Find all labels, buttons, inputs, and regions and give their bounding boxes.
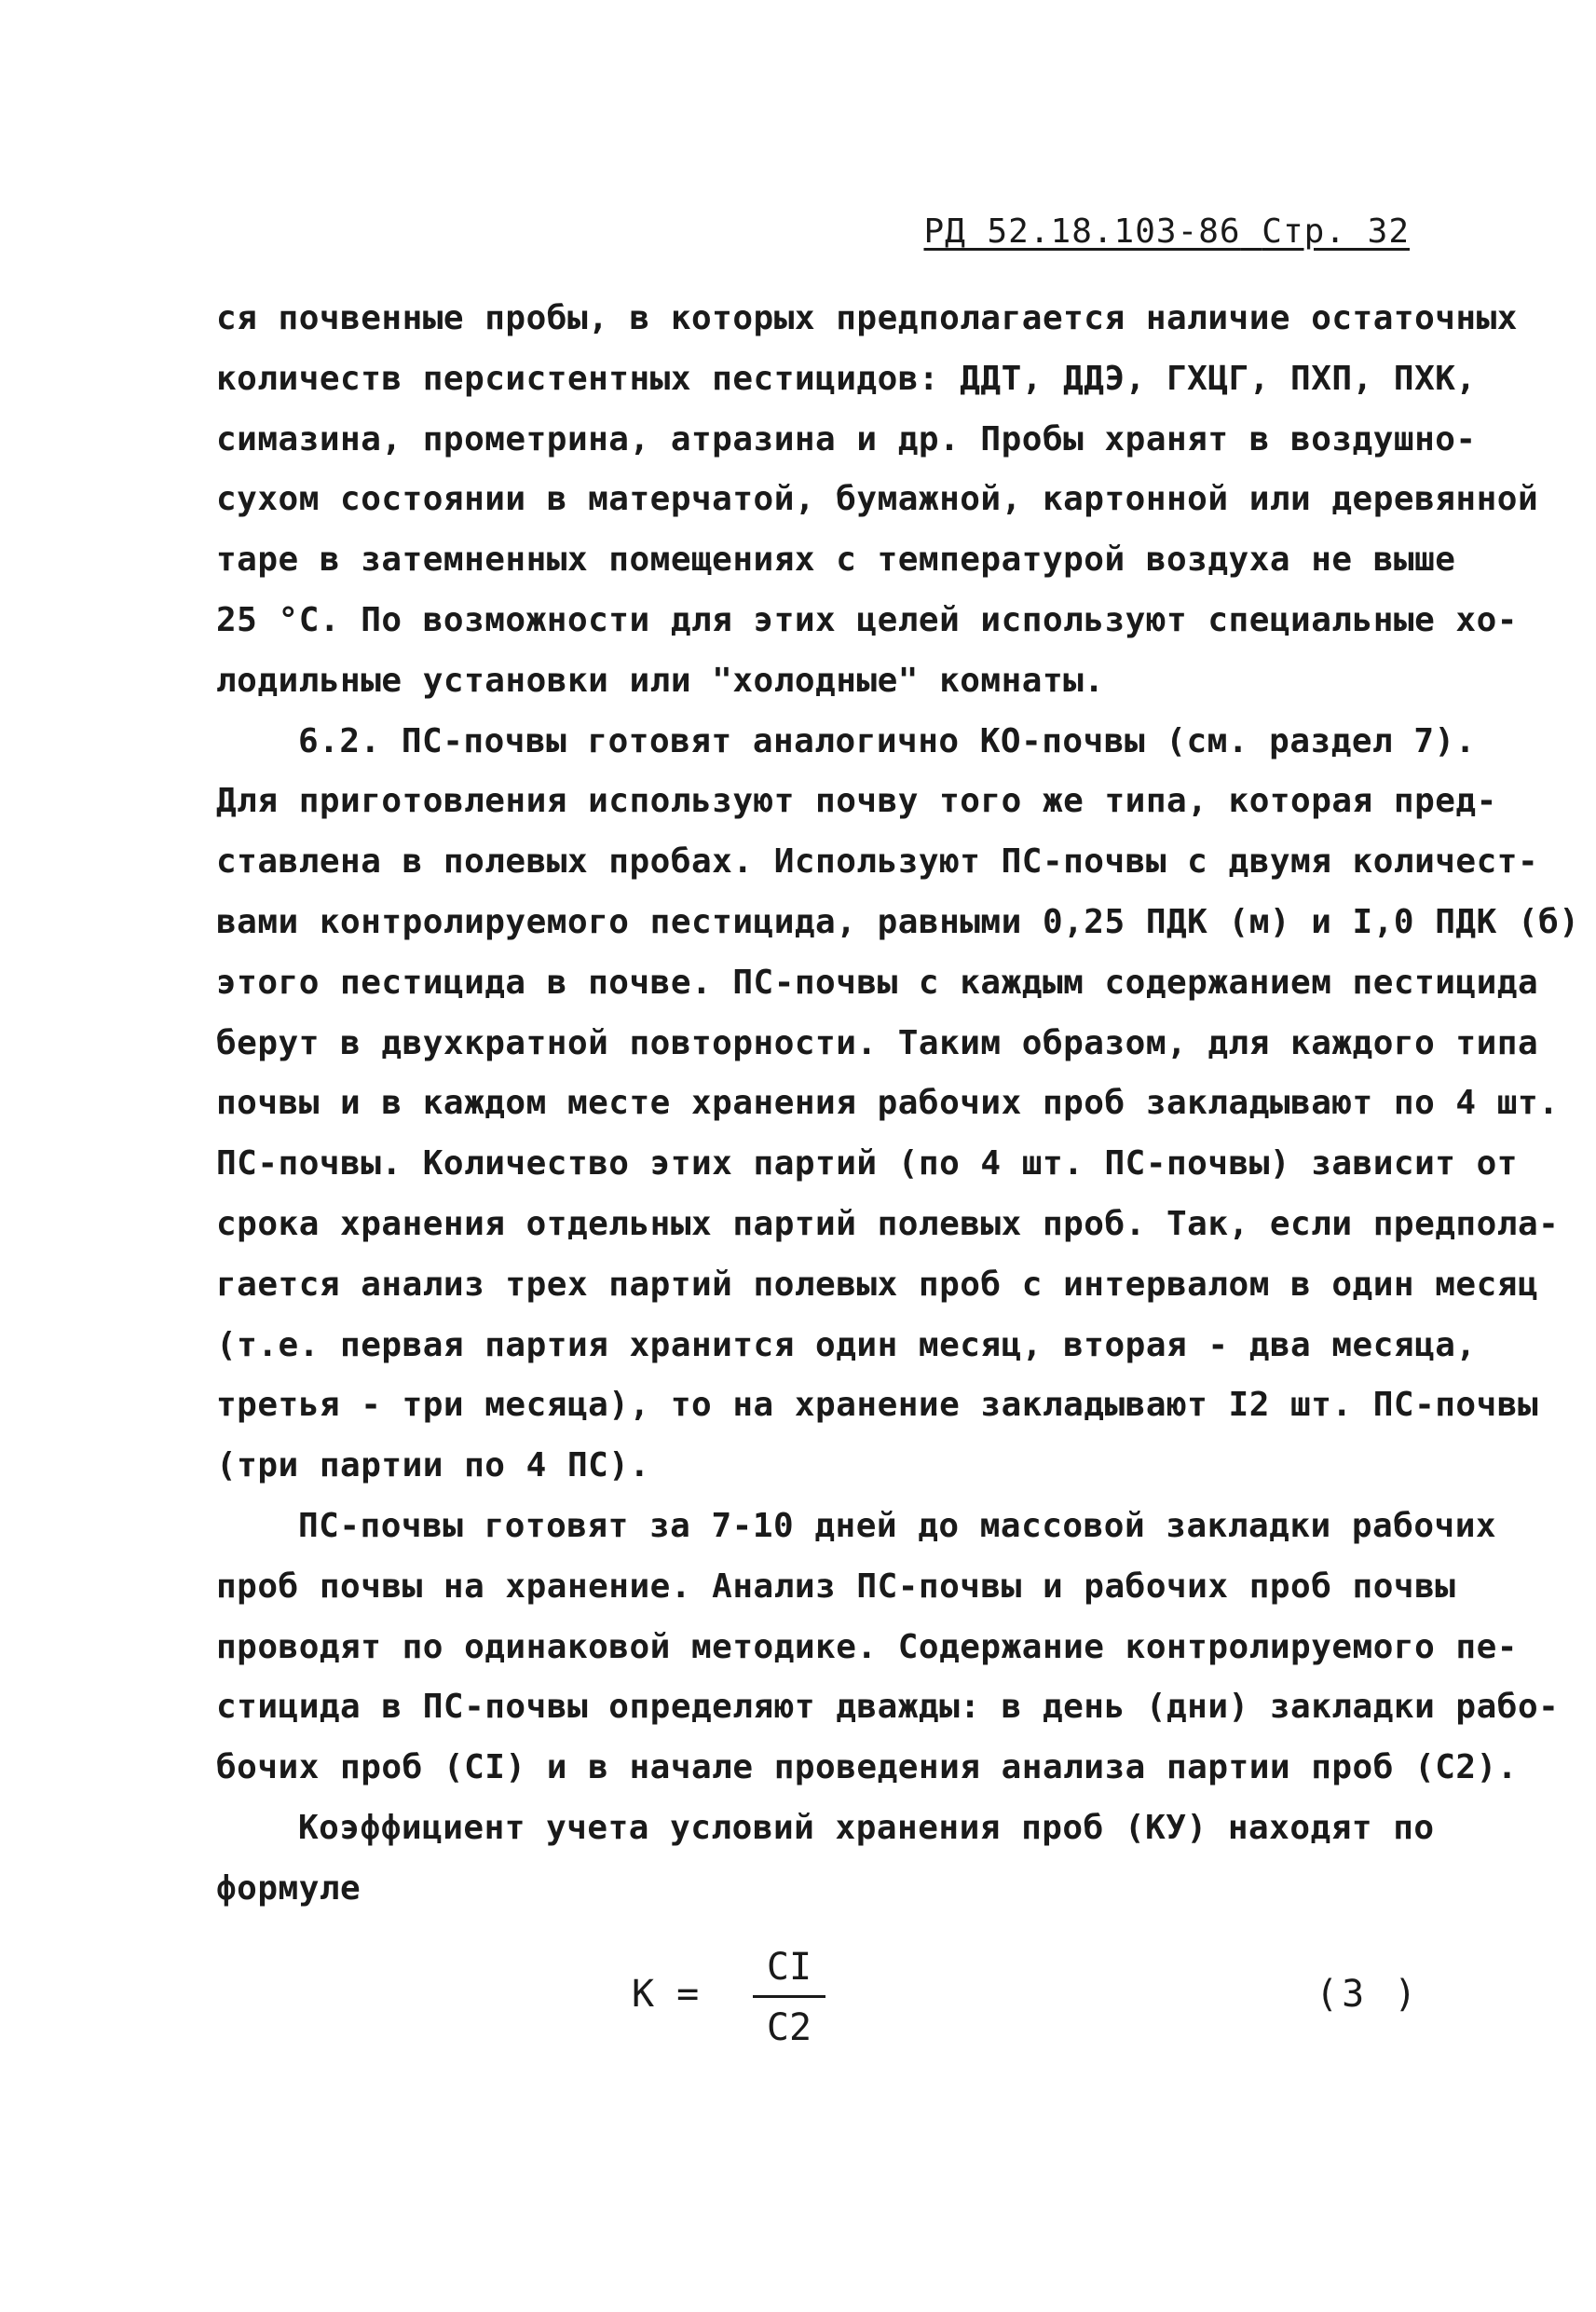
page-number: Стр. 32 [1262, 212, 1410, 251]
formula-numerator: СI [766, 1946, 812, 1989]
text-line: (т.е. первая партия хранится один месяц, вторая - два месяца, [216, 1325, 1477, 1364]
text-line: количеств персистентных пестицидов: ДДТ, ДДЭ, ГХЦГ, ПХП, ПХК, [216, 359, 1477, 398]
text-line: лодильные установки или "холодные" комнаты. [216, 661, 1105, 700]
text-line: бочих проб (СI) и в начале проведения анализа партии проб (С2). [216, 1748, 1518, 1787]
text-line: вами контролируемого пестицида, равными 0,25 ПДК (м) и I,0 ПДК (б) [216, 902, 1580, 941]
text-line: проводят по одинаковой методике. Содержание контролируемого пе- [216, 1627, 1518, 1666]
text-line: ставлена в полевых пробах. Используют ПС-почвы с двумя количест- [216, 842, 1539, 882]
text-line: этого пестицида в почве. ПС-почвы с каждым содержанием пестицида [216, 963, 1539, 1002]
text-line: 25 °С. По возможности для этих целей используют специальные хо- [216, 600, 1518, 639]
text-line: гается анализ трех партий полевых проб с интервалом в один месяц [216, 1265, 1539, 1304]
text-line: сухом состоянии в матерчатой, бумажной, картонной или деревянной [216, 480, 1539, 519]
text-line: берут в двухкратной повторности. Таким образом, для каждого типа [216, 1023, 1539, 1062]
document-body [216, 289, 1580, 1920]
document-reference: РД 52.18.103-86 [923, 212, 1241, 251]
page-header [923, 212, 1410, 251]
text-line: Для приготовления используют почву того же типа, которая пред- [216, 782, 1497, 821]
paragraph-start-line: 6.2. ПС-почвы готовят аналогично КО-почвы (см. раздел 7). [298, 721, 1476, 760]
formula-number: (3 ) [1316, 1973, 1421, 2016]
text-line: проб почвы на хранение. Анализ ПС-почвы и рабочих проб почвы [216, 1566, 1456, 1606]
text-line: ПС-почвы. Количество этих партий (по 4 шт. ПС-почвы) зависит от [216, 1144, 1518, 1183]
text-line: стицида в ПС-почвы определяют дважды: в день (дни) закладки рабо- [216, 1688, 1560, 1727]
text-line: почвы и в каждом месте хранения рабочих проб закладывают по 4 шт. [216, 1084, 1560, 1123]
text-line: срока хранения отдельных партий полевых проб. Так, если предпола- [216, 1204, 1560, 1243]
fraction-bar [753, 1995, 825, 1998]
formula-block [0, 1943, 1596, 2055]
formula-lhs: К = [632, 1973, 700, 2016]
text-line: формуле [216, 1868, 361, 1908]
paragraph-start-line: ПС-почвы готовят за 7-10 дней до массовой закладки рабочих [298, 1506, 1497, 1545]
formula-fraction [753, 1943, 825, 2052]
text-line: третья - три месяца), то на хранение закладывают I2 шт. ПС-почвы [216, 1386, 1539, 1425]
text-line: таре в затемненных помещениях с температурой воздуха не выше [216, 540, 1456, 580]
text-line: (три партии по 4 ПС). [216, 1446, 650, 1485]
text-line: симазина, прометрина, атразина и др. Пробы хранят в воздушно- [216, 419, 1477, 458]
paragraph-start-line: Коэффициент учета условий хранения проб (КУ) находят по [298, 1808, 1435, 1847]
text-line: ся почвенные пробы, в которых предполагается наличие остаточных [216, 299, 1518, 337]
formula-denominator: С2 [766, 2006, 812, 2049]
